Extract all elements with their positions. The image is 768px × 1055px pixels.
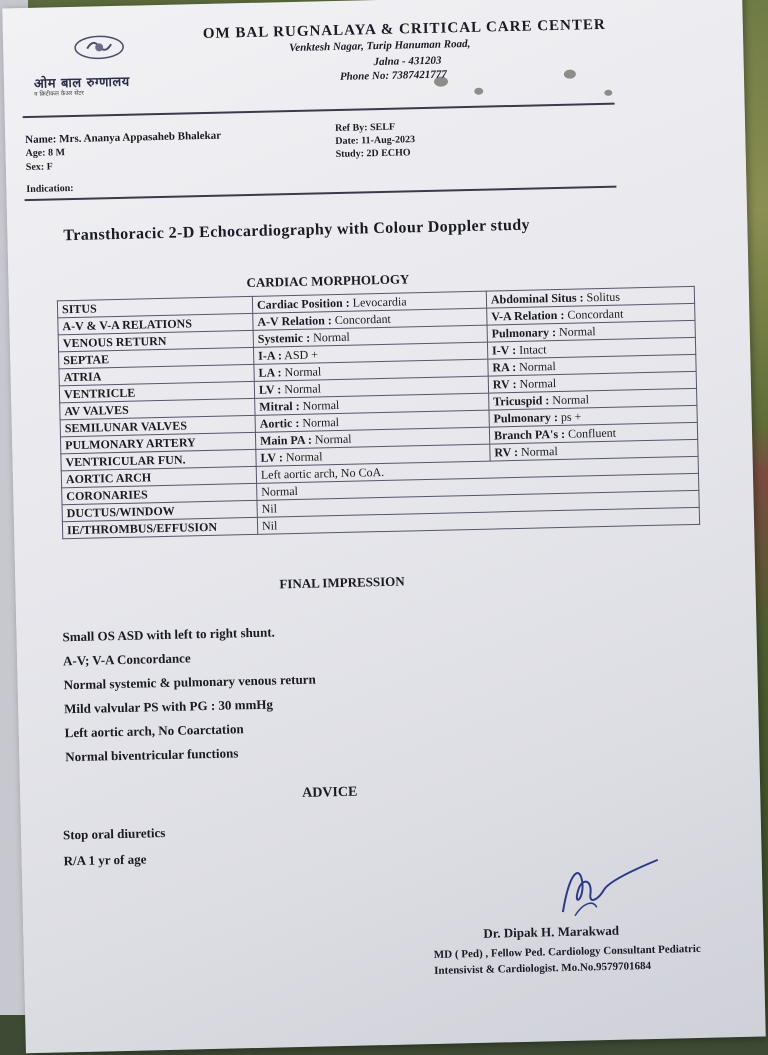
ref-by: Ref By: SELF	[334, 121, 396, 135]
row-label: IE/THROMBUS/EFFUSION	[62, 517, 257, 538]
row-label: VENTRICLE	[59, 381, 254, 402]
logo-subtext: व क्रिटीकल केअर सेंटर	[34, 89, 84, 98]
row-label: AORTIC ARCH	[61, 466, 256, 487]
cell-key: Systemic :	[257, 330, 311, 346]
cell-key: LV :	[260, 450, 284, 465]
cell-key: RV :	[494, 444, 519, 460]
cell-key: Aortic :	[259, 415, 300, 431]
row-value: Nil	[257, 490, 699, 517]
advice-line: Stop oral diuretics	[62, 825, 166, 843]
cell-value: Normal	[282, 449, 323, 465]
cell-key: V-A Relation :	[491, 307, 565, 324]
cell-key: I-V :	[491, 342, 517, 358]
hospital-logo	[23, 26, 195, 105]
impression-line: Mild valvular PS with PG : 30 mmHg	[63, 696, 274, 717]
cell-value: Normal	[311, 431, 352, 447]
phone-number: Phone No: 7387421777	[339, 68, 447, 83]
address-line-2: Jalna - 431203	[373, 54, 442, 69]
cell-key: Main PA :	[259, 432, 313, 448]
cell-value: Normal	[309, 329, 350, 345]
row-label: SEMILUNAR VALVES	[60, 415, 255, 436]
cell-key: RA :	[492, 359, 517, 375]
morphology-heading: CARDIAC MORPHOLOGY	[246, 271, 410, 291]
impression-line: Left aortic arch, No Coarctation	[64, 721, 244, 741]
cell-key: Branch PA's :	[493, 426, 566, 443]
impression-line: Small OS ASD with left to right shunt.	[62, 624, 276, 645]
doctor-contact: Intensivist & Cardiologist. Mo.No.9579701684	[434, 960, 652, 977]
cell-value: Solitus	[583, 289, 621, 305]
cell-value: Confluent	[564, 425, 617, 441]
stain	[604, 90, 612, 96]
cell-value: Normal	[555, 324, 596, 340]
row-label: VENTRICULAR FUN.	[61, 449, 256, 470]
cell-key: LA :	[258, 365, 282, 380]
row-label: DUCTUS/WINDOW	[62, 500, 257, 521]
patient-age: Age: 8 M	[25, 147, 66, 160]
cell-key: Pulmonary :	[491, 325, 557, 341]
final-impression-heading: FINAL IMPRESSION	[279, 573, 405, 592]
cell-value: Levocardia	[349, 294, 407, 310]
logo-text: ओम बाल रुग्णालय	[33, 74, 130, 92]
row-label: CORONARIES	[62, 483, 257, 504]
cell-key: RV :	[492, 376, 517, 392]
cell-key: Abdominal Situs :	[490, 290, 584, 307]
row-label: SITUS	[57, 296, 252, 317]
cell-value: Normal	[281, 364, 322, 380]
cell-value: ps +	[557, 409, 582, 425]
address-line-1: Venktesh Nagar, Turip Hanuman Road,	[289, 37, 471, 55]
report-title: Transthoracic 2-D Echocardiography with Colour Doppler study	[63, 216, 531, 245]
cell-value: Concordant	[331, 311, 391, 328]
row-label: ATRIA	[59, 364, 254, 385]
cardiac-morphology-table	[57, 286, 700, 539]
cell-value: Intact	[516, 342, 547, 357]
cell-value: Normal	[299, 414, 340, 430]
cell-value: Normal	[549, 392, 590, 408]
report-date: Date: 11-Aug-2023	[335, 134, 416, 148]
row-value: Normal	[257, 473, 699, 500]
impression-line: Normal systemic & pulmonary venous return	[63, 671, 316, 693]
row-label: SEPTAE	[59, 347, 254, 368]
doctor-credentials: MD ( Ped) , Fellow Ped. Cardiology Consultant Pediatric	[433, 942, 701, 961]
doctor-signature	[552, 858, 663, 920]
om-emblem-icon	[59, 31, 140, 63]
cell-value: Normal	[517, 444, 558, 459]
cell-key: Mitral :	[259, 398, 300, 414]
hospital-name: OM BAL RUGNALAYA & CRITICAL CARE CENTER	[202, 16, 606, 42]
cell-value: ASD +	[281, 347, 319, 363]
cell-value: Normal	[516, 376, 557, 391]
cell-value: Normal	[515, 359, 556, 374]
stain	[474, 88, 483, 95]
cell-value: Concordant	[564, 306, 624, 322]
study-type: Study: 2D ECHO	[335, 147, 411, 161]
cell-key: A-V Relation :	[257, 313, 332, 329]
cell-value: Normal	[281, 381, 322, 397]
row-label: VENOUS RETURN	[58, 330, 253, 351]
cell-key: Tricuspid :	[493, 393, 550, 409]
impression-line: A-V; V-A Concordance	[62, 650, 191, 669]
cell-key: Cardiac Position :	[256, 295, 350, 312]
row-value: Left aortic arch, No CoA.	[256, 456, 698, 483]
cell-key: LV :	[258, 382, 282, 397]
patient-name: Name: Mrs. Ananya Appasaheb Bhalekar	[25, 129, 222, 147]
advice-line: R/A 1 yr of age	[63, 851, 147, 869]
report-page	[2, 0, 766, 1053]
patient-sex: Sex: F	[25, 161, 53, 174]
row-value: Nil	[257, 507, 699, 534]
row-label: A-V & V-A RELATIONS	[58, 313, 253, 334]
row-label: AV VALVES	[60, 398, 255, 419]
advice-heading: ADVICE	[301, 784, 358, 801]
cell-key: I-A :	[258, 348, 283, 363]
patient-divider	[25, 186, 617, 201]
impression-line: Normal biventricular functions	[65, 745, 239, 765]
cell-value: Normal	[299, 397, 340, 413]
stain	[564, 70, 576, 79]
row-label: PULMONARY ARTERY	[60, 432, 255, 453]
indication-label: Indication:	[26, 182, 74, 196]
cell-key: Pulmonary :	[493, 410, 559, 426]
header-divider	[23, 103, 615, 118]
doctor-name: Dr. Dipak H. Marakwad	[483, 922, 620, 941]
